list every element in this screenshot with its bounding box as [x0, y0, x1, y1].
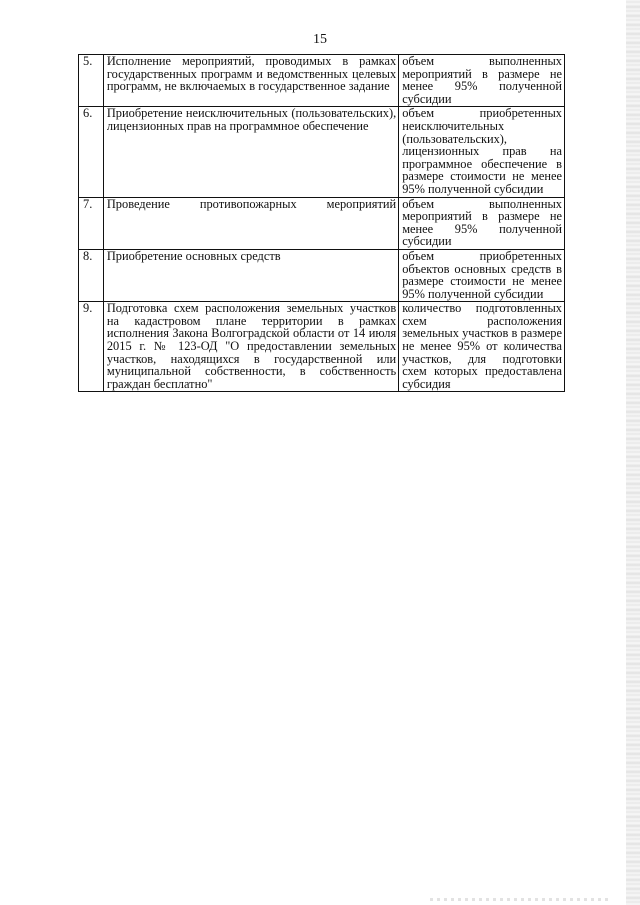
page-number: 15 — [313, 32, 327, 47]
subsidy-results-table — [78, 54, 565, 392]
scan-bottom-artifact — [430, 898, 610, 901]
row-number: 6. — [79, 107, 104, 197]
event-name: Подготовка схем расположения земельных участков на кадастровом плане территории в рамках исполнения Закона Волгоградской области от 14 июля 2015 г. № 123-ОД "О предоставлении земельных участков, находящихся в государственной или муниципальной собственности, в собственность граждан бесплатно" — [103, 302, 398, 392]
row-number: 7. — [79, 197, 104, 249]
table-row — [79, 197, 565, 249]
result-indicator: объем приобретенных неисключительных (пользовательских), лицензионных прав на программное обеспечение в размере стоимости не менее 95% полученной субсидии — [399, 107, 565, 197]
result-indicator: объем выполненных мероприятий в размере не менее 95% полученной субсидии — [399, 55, 565, 107]
event-name: Приобретение неисключительных (пользовательских), лицензионных прав на программное обеспечение — [103, 107, 398, 197]
result-indicator: объем приобретенных объектов основных средств в размере стоимости не менее 95% полученной субсидии — [399, 249, 565, 301]
table-row — [79, 107, 565, 197]
result-indicator: количество подготовленных схем расположения земельных участков в размере не менее 95% от количества участков, для подготовки схем которых предоставлена субсидия — [399, 302, 565, 392]
table-row — [79, 249, 565, 301]
table-row — [79, 302, 565, 392]
table-row — [79, 55, 565, 107]
event-name: Проведение противопожарных мероприятий — [103, 197, 398, 249]
row-number: 9. — [79, 302, 104, 392]
row-number: 8. — [79, 249, 104, 301]
scan-edge-artifact — [626, 0, 640, 905]
event-name: Исполнение мероприятий, проводимых в рамках государственных программ и ведомственных целевых программ, не включаемых в государственное задание — [103, 55, 398, 107]
event-name: Приобретение основных средств — [103, 249, 398, 301]
result-indicator: объем выполненных мероприятий в размере не менее 95% полученной субсидии — [399, 197, 565, 249]
row-number: 5. — [79, 55, 104, 107]
